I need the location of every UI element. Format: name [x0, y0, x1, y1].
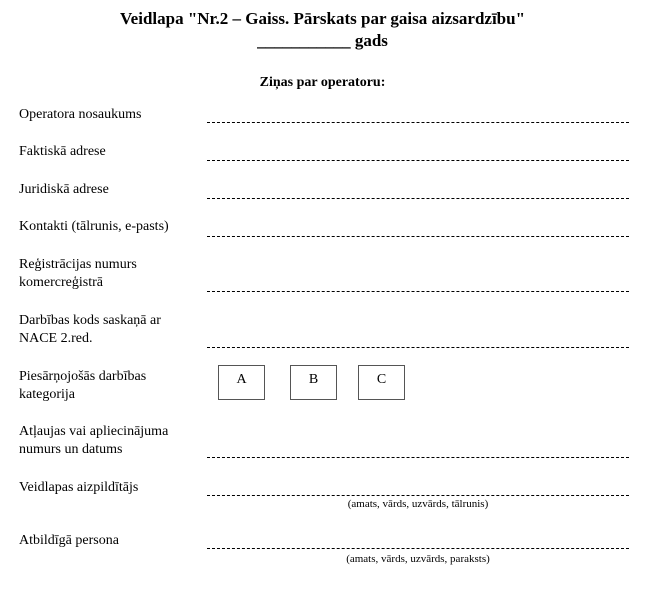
- field-line-nace-code[interactable]: [207, 347, 629, 348]
- category-box-c[interactable]: C: [358, 365, 405, 400]
- field-line-operator-name[interactable]: [207, 122, 629, 123]
- field-hint-responsible-person: (amats, vārds, uzvārds, paraksts): [346, 553, 490, 565]
- field-hint-form-filler: (amats, vārds, uzvārds, tālrunis): [347, 498, 489, 510]
- field-label-pollution-category: Piesārņojošās darbības kategorija: [19, 369, 147, 402]
- field-label-form-filler: Veidlapas aizpildītājs: [19, 480, 139, 495]
- field-line-permit-number[interactable]: [207, 457, 629, 458]
- field-label-nace-code: Darbības kods saskaņā ar NACE 2.red.: [19, 313, 161, 346]
- field-label-legal-address: Juridiskā adrese: [19, 182, 109, 197]
- field-label-actual-address: Faktiskā adrese: [19, 144, 106, 159]
- field-label-registration-number: Reģistrācijas numurs komercreģistrā: [19, 257, 137, 290]
- field-label-responsible-person: Atbildīgā persona: [19, 533, 119, 548]
- field-line-form-filler[interactable]: [207, 495, 629, 496]
- year-line: ___________ gads: [257, 31, 388, 50]
- field-line-contacts[interactable]: [207, 236, 629, 237]
- form-title: Veidlapa "Nr.2 – Gaiss. Pārskats par gaisa aizsardzību": [119, 9, 526, 28]
- field-line-actual-address[interactable]: [207, 160, 629, 161]
- field-line-responsible-person[interactable]: [207, 548, 629, 549]
- field-label-permit-number: Atļaujas vai apliecinājuma numurs un datums: [19, 424, 169, 457]
- field-label-operator-name: Operatora nosaukums: [19, 107, 142, 122]
- field-line-legal-address[interactable]: [207, 198, 629, 199]
- category-box-a[interactable]: A: [218, 365, 265, 400]
- section-title: Ziņas par operatoru:: [259, 75, 386, 90]
- category-box-b[interactable]: B: [290, 365, 337, 400]
- field-line-registration-number[interactable]: [207, 291, 629, 292]
- field-label-contacts: Kontakti (tālrunis, e-pasts): [19, 219, 169, 234]
